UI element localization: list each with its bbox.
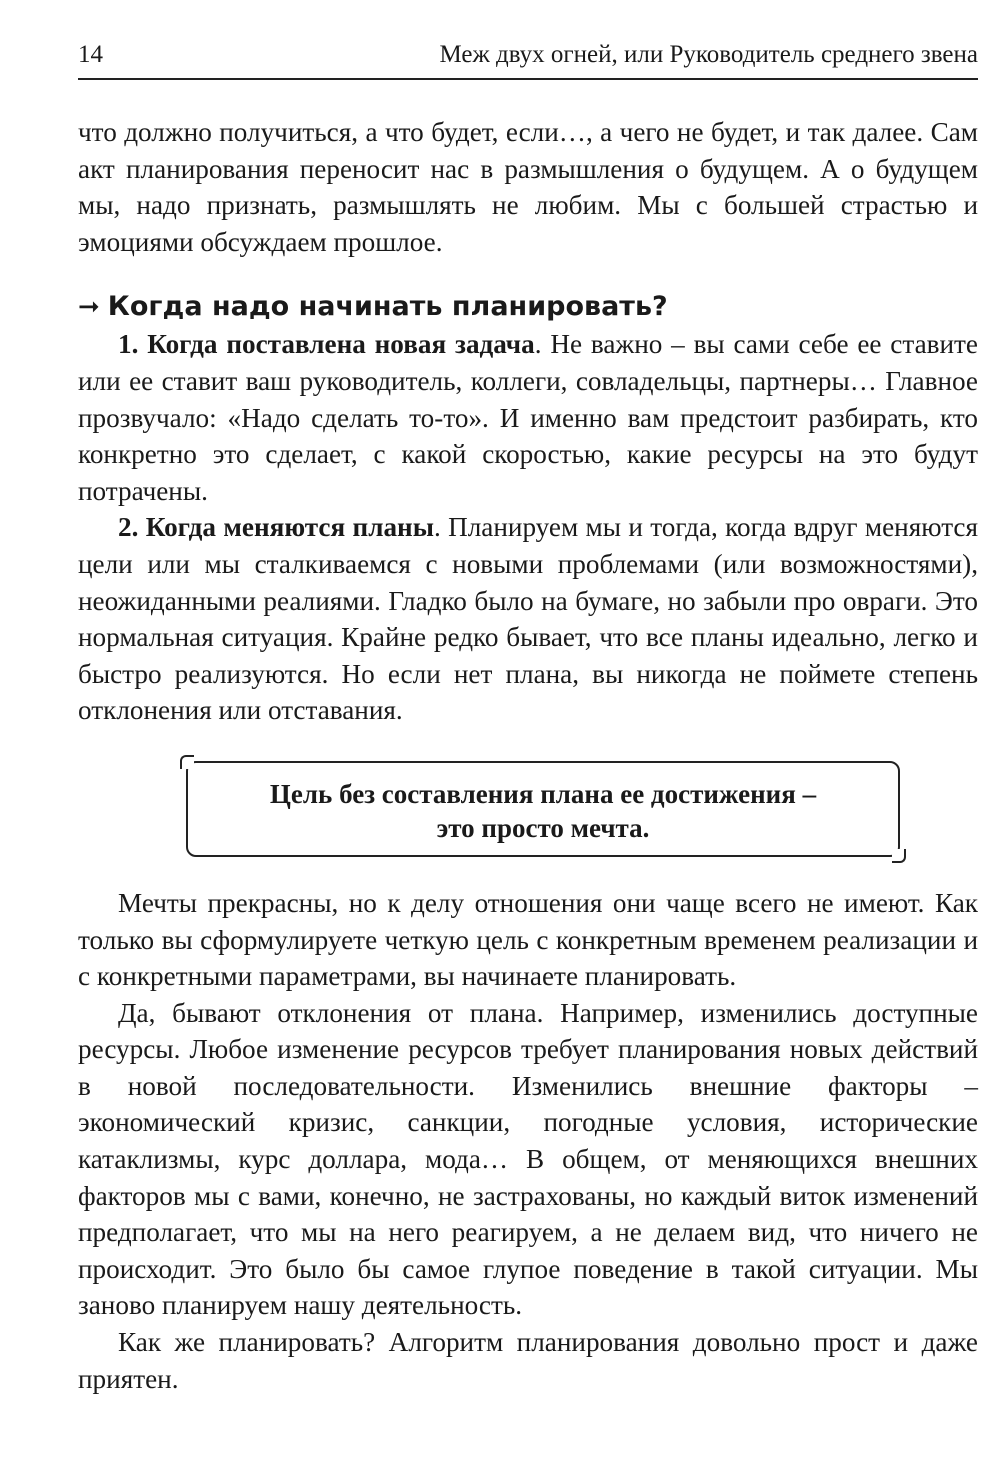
list-item (78, 326, 978, 509)
item-title: 2. Когда меняются планы (118, 512, 434, 543)
item-title: 1. Когда поставлена новая задача (118, 329, 535, 360)
arrow-right-icon: ➞ (78, 292, 100, 323)
page-header (78, 40, 978, 80)
page-number: 14 (78, 41, 103, 68)
book-page (78, 40, 978, 1397)
list-item (78, 509, 978, 729)
section-heading (78, 290, 978, 324)
callout-box (186, 761, 900, 857)
callout-line-1: Цель без составления плана ее достижения – (269, 778, 817, 809)
page-content (78, 114, 978, 1397)
item-text: . Не важно – вы сами себе ее ставите или ее ставит ваш руководитель, коллеги, совладельцы, партнеры… Главное прозвучало: «Надо сделать то-то». И именно вам предстоит разбирать, кто конкретно это сделает, с какой скоростью, какие ресурсы на это будут потрачены. (78, 329, 978, 506)
body-paragraph: Да, бывают отклонения от плана. Например, изменились доступные ресурсы. Любое изменение ресурсов требует планирования новых действий в новой последовательности. Изменились внешние факторы – экономический кризис, санкции, погодные условия, исторические катаклизмы, курс доллара, мода… В общем, от меняющихся внешних факторов мы с вами, конечно, не застрахованы, но каждый виток изменений предполагает, что мы на него реагируем, а не делаем вид, что ничего не происходит. Это было бы самое глупое поведение в такой ситуации. Мы заново планируем нашу деятельность. (78, 997, 978, 1321)
callout-container (78, 761, 978, 857)
callout-corner-decoration (180, 755, 194, 769)
callout-line-2: это просто мечта. (436, 812, 650, 843)
callout-corner-decoration (892, 849, 906, 863)
running-title: Меж двух огней, или Руководитель среднего звена (439, 41, 978, 68)
body-paragraph: Как же планировать? Алгоритм планирования довольно прост и даже приятен. (78, 1327, 978, 1394)
body-paragraph: Мечты прекрасны, но к делу отношения они чаще всего не имеют. Как только вы сформулируете четкую цель с конкретным временем реализации и с конкретными параметрами, вы начинаете планировать. (78, 887, 978, 992)
section-heading-text: Когда надо начинать планировать? (107, 291, 668, 323)
intro-paragraph: что должно получиться, а что будет, если…, а чего не будет, и так далее. Сам акт планирования переносит нас в размышления о будущем. А о будущем мы, надо признать, размышлять не любим. Мы с большей страстью и эмоциями обсуждаем прошлое. (78, 117, 978, 257)
item-text: . Планируем мы и тогда, когда вдруг меняются цели или мы сталкиваемся с новыми проблемами (или возможностями), неожиданными реалиями. Гладко было на бумаге, но забыли про овраги. Это нормальная ситуация. Крайне редко бывает, что все планы идеально, легко и быстро реализуются. Но если нет плана, вы никогда не поймете степень отклонения или отставания. (78, 512, 978, 726)
